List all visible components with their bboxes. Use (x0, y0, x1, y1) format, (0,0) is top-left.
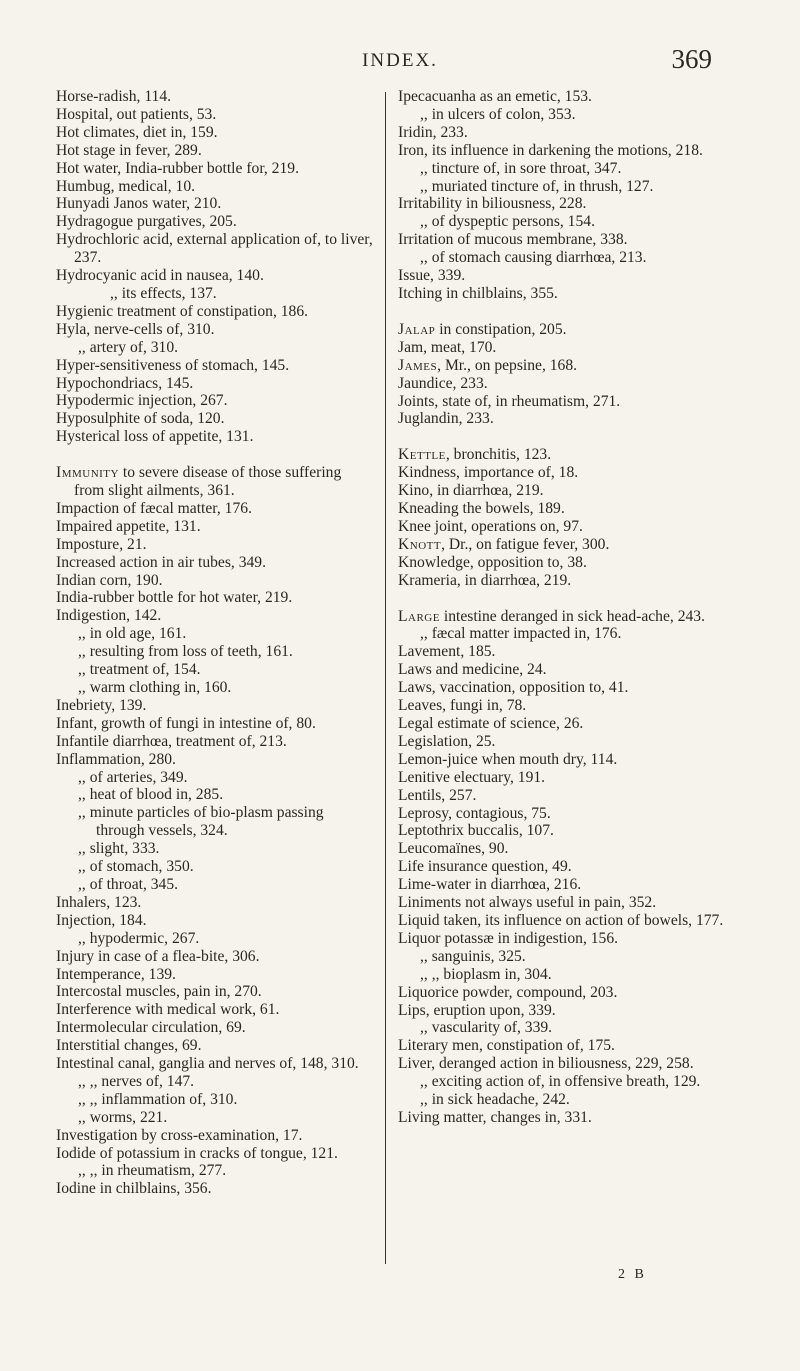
index-entry: ,, vascularity of, 339. (420, 1019, 553, 1037)
index-entry: Iridin, 233. (398, 123, 468, 141)
index-entry: Hot stage in fever, 289. (56, 141, 202, 159)
index-entry: ,, hypodermic, 267. (78, 929, 200, 947)
section-gap (398, 590, 738, 608)
index-entry: ,, ,, bioplasm in, 304. (420, 965, 552, 983)
index-entry: Knee joint, operations on, 97. (398, 517, 583, 535)
index-entry: Interference with medical work, 61. (56, 1001, 280, 1019)
index-column-left (56, 88, 374, 1198)
section-gap (56, 446, 374, 464)
index-entry: Lentils, 257. (398, 786, 477, 804)
section-gap (398, 303, 738, 321)
index-entry: Intemperance, 139. (56, 965, 176, 983)
page-number: 369 (671, 44, 712, 74)
index-entry: ,, treatment of, 154. (78, 661, 201, 679)
index-entry: Intermolecular circulation, 69. (56, 1019, 246, 1037)
index-entry: Indigestion, 142. (56, 607, 162, 625)
section-gap (398, 428, 738, 446)
index-entry: Hyper-sensitiveness of stomach, 145. (56, 356, 290, 374)
index-entry: Hunyadi Janos water, 210. (56, 195, 222, 213)
index-entry: Juglandin, 233. (398, 410, 494, 428)
index-entry: Legislation, 25. (398, 732, 496, 750)
index-entry: Leprosy, contagious, 75. (398, 804, 551, 822)
index-entry: Kindness, importance of, 18. (398, 464, 579, 482)
index-entry: Issue, 339. (398, 267, 466, 285)
index-entry: Joints, state of, in rheumatism, 271. (398, 392, 621, 410)
index-entry: Interstitial changes, 69. (56, 1037, 202, 1055)
index-entry: Increased action in air tubes, 349. (56, 553, 267, 571)
index-entry: ,, ,, nerves of, 147. (78, 1072, 195, 1090)
index-entry: ,, of dyspeptic persons, 154. (420, 213, 595, 231)
section-lead-word: Jalap (398, 320, 436, 338)
index-entry: ,, tincture of, in sore throat, 347. (420, 159, 622, 177)
index-entry: ,, in ulcers of colon, 353. (420, 105, 576, 123)
index-entry: Iron, its influence in darkening the motions, 218. (398, 141, 703, 159)
index-entry: Inebriety, 139. (56, 696, 147, 714)
index-entry: ,, ,, inflammation of, 310. (78, 1090, 238, 1108)
index-entry: Iodide of potassium in cracks of tongue, 121. (56, 1144, 338, 1162)
index-column-right (398, 88, 738, 1127)
index-entry: Laws, vaccination, opposition to, 41. (398, 679, 629, 697)
signature-mark: 2 B (618, 1267, 647, 1282)
index-entry: ,, slight, 333. (78, 840, 160, 858)
index-entry: ,, warm clothing in, 160. (78, 679, 232, 696)
index-entry: Horse-radish, 114. (56, 88, 172, 105)
index-entry: Hysterical loss of appetite, 131. (56, 428, 254, 446)
index-entry: Life insurance question, 49. (398, 858, 572, 876)
index-entry: Irritability in biliousness, 228. (398, 195, 587, 213)
index-entry: ,, worms, 221. (78, 1108, 168, 1126)
index-entry: ,, its effects, 137. (110, 284, 217, 302)
index-entry: ,, resulting from loss of teeth, 161. (78, 643, 293, 661)
index-entry: Hydragogue purgatives, 205. (56, 213, 237, 231)
index-entry: ,, heat of blood in, 285. (78, 786, 224, 804)
index-entry: ,, exciting action of, in offensive breath, 129. (420, 1073, 701, 1091)
index-entry: Large intestine deranged in sick head-ache, 243. (398, 607, 705, 625)
index-entry: Hyla, nerve-cells of, 310. (56, 320, 215, 338)
index-entry: Hydrocyanic acid in nausea, 140. (56, 267, 264, 285)
index-entry: Immunity to severe disease of those suffering from slight ailments, 361. (56, 464, 342, 500)
index-entry: Imposture, 21. (56, 535, 147, 553)
index-entry: ,, ,, in rheumatism, 277. (78, 1162, 227, 1180)
index-entry: Liquid taken, its influence on action of bowels, 177. (398, 911, 724, 929)
index-entry: Injury in case of a flea-bite, 306. (56, 947, 260, 965)
section-lead-word: Immunity (56, 464, 119, 482)
index-entry: Intercostal muscles, pain in, 270. (56, 983, 262, 1001)
index-entry: Injection, 184. (56, 911, 147, 929)
index-entry: Itching in chilblains, 355. (398, 284, 558, 302)
index-entry: Investigation by cross-examination, 17. (56, 1126, 303, 1144)
index-entry: Literary men, constipation of, 175. (398, 1037, 615, 1055)
index-entry: Liquorice powder, compound, 203. (398, 983, 618, 1001)
index-entry: ,, minute particles of bio-plasm passing through vessels, 324. (78, 804, 324, 840)
index-entry: Kneading the bowels, 189. (398, 500, 565, 518)
section-lead-word: James (398, 356, 438, 374)
index-entry: ,, of stomach, 350. (78, 858, 194, 876)
index-entry: ,, sanguinis, 325. (420, 947, 526, 965)
index-entry: Hypodermic injection, 267. (56, 392, 228, 410)
index-entry: Jalap in constipation, 205. (398, 320, 567, 338)
index-entry: Impaction of fæcal matter, 176. (56, 499, 252, 517)
index-entry: Lenitive electuary, 191. (398, 768, 546, 786)
index-entry: Leucomaïnes, 90. (398, 840, 509, 858)
index-entry: ,, fæcal matter impacted in, 176. (420, 625, 622, 643)
index-entry: Impaired appetite, 131. (56, 517, 201, 535)
index-entry: Knowledge, opposition to, 38. (398, 553, 587, 571)
index-entry: Lips, eruption upon, 339. (398, 1001, 556, 1019)
index-entry: Inhalers, 123. (56, 893, 142, 911)
index-entry: Indian corn, 190. (56, 571, 163, 589)
index-entry: Lavement, 185. (398, 643, 496, 661)
index-entry: Leaves, fungi in, 78. (398, 697, 527, 715)
index-entry: ,, of throat, 345. (78, 875, 179, 893)
index-entry: ,, of stomach causing diarrhœa, 213. (420, 249, 647, 267)
index-entry: Jam, meat, 170. (398, 338, 497, 356)
index-entry: Hydrochloric acid, external application of, to liver, 237. (56, 231, 373, 267)
index-entry: Hot climates, diet in, 159. (56, 123, 218, 141)
index-entry: ,, of arteries, 349. (78, 768, 188, 786)
index-entry: Hygienic treatment of constipation, 186. (56, 302, 309, 320)
index-entry: Liquor potassæ in indigestion, 156. (398, 929, 619, 947)
index-entry: ,, in old age, 161. (78, 625, 187, 643)
section-lead-word: Knott (398, 535, 442, 553)
index-entry: Humbug, medical, 10. (56, 177, 196, 195)
index-entry: Kettle, bronchitis, 123. (398, 446, 552, 464)
index-entry: James, Mr., on pepsine, 168. (398, 356, 578, 374)
index-entry: ,, artery of, 310. (78, 338, 179, 356)
index-entry: Infantile diarrhœa, treatment of, 213. (56, 732, 287, 750)
index-entry: ,, in sick headache, 242. (420, 1091, 570, 1109)
index-entry: Irritation of mucous membrane, 338. (398, 231, 628, 249)
index-entry: Leptothrix buccalis, 107. (398, 822, 554, 840)
index-entry: Living matter, changes in, 331. (398, 1108, 592, 1126)
index-entry: Hot water, India-rubber bottle for, 219. (56, 159, 299, 177)
running-title: INDEX. (362, 50, 438, 71)
page-header (0, 44, 800, 84)
index-entry: Liniments not always useful in pain, 352. (398, 894, 657, 912)
section-lead-word: Kettle (398, 446, 446, 464)
index-entry: Legal estimate of science, 26. (398, 715, 584, 732)
index-entry: Kino, in diarrhœa, 219. (398, 482, 544, 500)
index-entry: Lemon-juice when mouth dry, 114. (398, 750, 618, 768)
index-entry: Hospital, out patients, 53. (56, 105, 217, 123)
column-divider (385, 92, 386, 1264)
index-entry: Laws and medicine, 24. (398, 661, 547, 679)
index-entry: India-rubber bottle for hot water, 219. (56, 589, 293, 607)
index-entry: Hyposulphite of soda, 120. (56, 410, 225, 428)
index-entry: Intestinal canal, ganglia and nerves of, 148, 310. (56, 1055, 359, 1073)
index-entry: Inflammation, 280. (56, 750, 176, 768)
index-entry: Jaundice, 233. (398, 374, 488, 392)
index-entry: Iodine in chilblains, 356. (56, 1180, 212, 1198)
index-entry: Lime-water in diarrhœa, 216. (398, 876, 582, 894)
index-entry: Krameria, in diarrhœa, 219. (398, 571, 572, 589)
index-entry: Infant, growth of fungi in intestine of, 80. (56, 714, 316, 732)
section-lead-word: Large (398, 607, 440, 625)
index-entry: Knott, Dr., on fatigue fever, 300. (398, 535, 610, 553)
index-entry: Hypochondriacs, 145. (56, 374, 194, 392)
index-entry: Liver, deranged action in biliousness, 229, 258. (398, 1055, 694, 1073)
index-entry: ,, muriated tincture of, in thrush, 127. (420, 177, 654, 195)
index-entry: Ipecacuanha as an emetic, 153. (398, 88, 592, 105)
